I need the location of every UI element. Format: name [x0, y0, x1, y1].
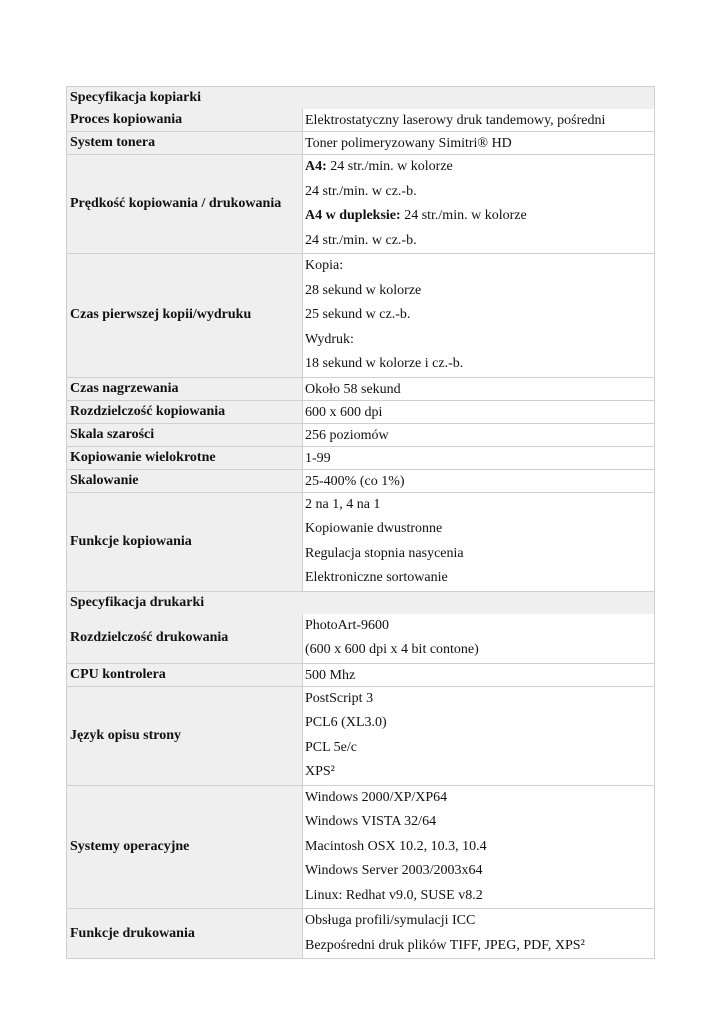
value-line: Toner polimeryzowany Simitri® HD	[305, 136, 512, 151]
value-line	[305, 204, 654, 229]
value-emphasis: A4:	[305, 159, 327, 174]
row-label: Skalowanie	[67, 470, 303, 492]
row-label: System tonera	[67, 132, 303, 154]
table-row	[66, 686, 655, 785]
value-line: PostScript 3	[305, 690, 374, 706]
value-line: 256 poziomów	[305, 427, 389, 443]
row-value	[303, 254, 654, 377]
row-value	[303, 109, 654, 131]
table-row	[66, 469, 655, 492]
value-line: 25 sekund w cz.-b.	[305, 307, 411, 322]
value-emphasis: A4 w dupleksie:	[305, 208, 401, 223]
value-line: Obsługa profili/symulacji ICC	[305, 913, 476, 928]
row-value	[303, 447, 654, 469]
row-label: Funkcje kopiowania	[67, 493, 303, 591]
table-row	[66, 492, 655, 591]
value-line: (600 x 600 dpi x 4 bit contone)	[305, 642, 479, 657]
row-value	[303, 786, 654, 909]
row-value	[303, 378, 654, 400]
row-label: Język opisu strony	[67, 687, 303, 785]
value-line: Macintosh OSX 10.2, 10.3, 10.4	[305, 838, 487, 854]
value-line: Regulacja stopnia nasycenia	[305, 545, 464, 561]
value-line: 2 na 1, 4 na 1	[305, 496, 381, 512]
section-header-printer: Specyfikacja drukarki	[66, 591, 655, 614]
row-value	[303, 424, 654, 446]
row-label: Prędkość kopiowania / drukowania	[67, 155, 303, 253]
value-line: 24 str./min. w cz.-b.	[305, 183, 417, 199]
value-line: PhotoArt-9600	[305, 617, 389, 633]
row-label: Systemy operacyjne	[67, 786, 303, 909]
value-line: 1-99	[305, 450, 331, 466]
row-value	[303, 614, 654, 663]
printer-rows	[66, 614, 655, 960]
table-row	[66, 400, 655, 423]
table-row	[66, 423, 655, 446]
row-label: Funkcje drukowania	[67, 909, 303, 958]
value-line: XPS²	[305, 764, 335, 779]
value-line: 24 str./min. w cz.-b.	[305, 232, 417, 248]
value-text: 24 str./min. w kolorze	[400, 208, 527, 223]
table-row	[66, 154, 655, 253]
row-label: Czas pierwszej kopii/wydruku	[67, 254, 303, 377]
value-line: 500 Mhz	[305, 667, 356, 683]
value-line: Kopia:	[305, 258, 344, 273]
row-value	[303, 909, 654, 958]
row-label: CPU kontrolera	[67, 664, 303, 686]
table-row	[66, 614, 655, 663]
value-line: Elektroniczne sortowanie	[305, 570, 448, 585]
value-text: 24 str./min. w kolorze	[326, 159, 453, 174]
value-line	[305, 155, 654, 180]
value-line: Bezpośredni druk plików TIFF, JPEG, PDF, XPS²	[305, 937, 585, 953]
value-line: 25-400% (co 1%)	[305, 473, 405, 489]
row-label: Czas nagrzewania	[67, 378, 303, 400]
value-line: Elektrostatyczny laserowy druk tandemowy, pośredni	[305, 113, 606, 128]
row-value	[303, 132, 654, 154]
value-line: Kopiowanie dwustronne	[305, 521, 443, 536]
value-line: 18 sekund w kolorze i cz.-b.	[305, 356, 464, 371]
row-value	[303, 493, 654, 591]
row-label: Rozdzielczość drukowania	[67, 614, 303, 663]
row-value	[303, 664, 654, 686]
table-row	[66, 446, 655, 469]
value-line: Wydruk:	[305, 331, 354, 347]
value-line: Windows Server 2003/2003x64	[305, 863, 483, 878]
value-line: Windows 2000/XP/XP64	[305, 789, 448, 805]
row-value	[303, 401, 654, 423]
table-row	[66, 785, 655, 909]
row-value	[303, 687, 654, 785]
value-line: Linux: Redhat v9.0, SUSE v8.2	[305, 887, 483, 903]
table-row	[66, 109, 655, 131]
row-label: Rozdzielczość kopiowania	[67, 401, 303, 423]
table-row	[66, 377, 655, 400]
row-label: Kopiowanie wielokrotne	[67, 447, 303, 469]
value-line: Windows VISTA 32/64	[305, 814, 437, 829]
value-line: 600 x 600 dpi	[305, 404, 383, 420]
row-value	[303, 155, 654, 253]
value-line: PCL 5e/c	[305, 739, 357, 755]
spec-table	[66, 86, 655, 959]
value-line: PCL6 (XL3.0)	[305, 715, 387, 730]
copier-rows	[66, 109, 655, 591]
table-row	[66, 908, 655, 959]
table-row	[66, 131, 655, 154]
table-row	[66, 663, 655, 686]
row-label: Proces kopiowania	[67, 109, 303, 131]
value-line: Około 58 sekund	[305, 381, 401, 397]
value-line: 28 sekund w kolorze	[305, 282, 422, 298]
row-label: Skala szarości	[67, 424, 303, 446]
section-header-copier: Specyfikacja kopiarki	[66, 86, 655, 109]
row-value	[303, 470, 654, 492]
table-row	[66, 253, 655, 377]
